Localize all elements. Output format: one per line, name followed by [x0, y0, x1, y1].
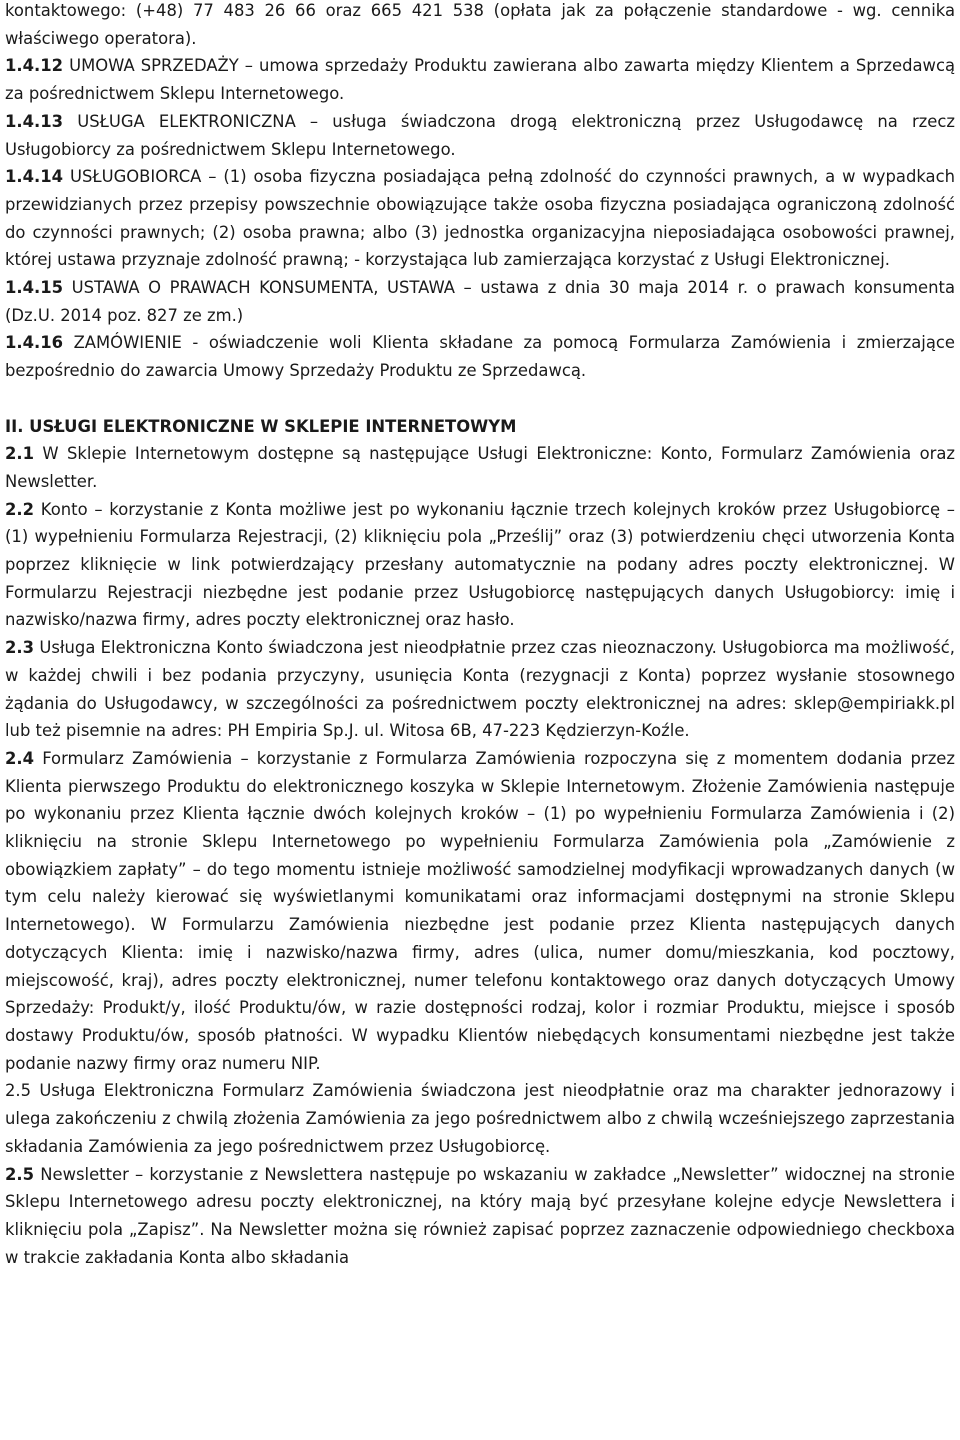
- paragraph-text: Konto – korzystanie z Konta możliwe jest po wykonaniu łącznie trzech kolejnych kroków przez Usługobiorcę – (1) wypełnieniu Formularza Rejestracji, (2) kliknięciu pola „Prześlij” oraz (3) potwierdzeniu chęci utworzenia Konta poprzez kliknięcie w link potwierdzający przesłany automatycznie na podany adres poczty elektronicznej. W Formularzu Rejestracji niezbędne jest podanie przez Usługobiorcę następujących danych Usługobiorcy: imię i nazwisko/nazwa firmy, adres poczty elektronicznej oraz hasło.: [5, 499, 955, 630]
- paragraph-1-4-16: [5, 329, 955, 384]
- paragraph-2-5-form: [5, 1077, 955, 1160]
- clause-number: 1.4.15: [5, 278, 64, 298]
- paragraph-text: USŁUGA ELEKTRONICZNA – usługa świadczona drogą elektroniczną przez Usługodawcę na rzecz Usługobiorcy za pośrednictwem Sklepu Internetowego.: [5, 111, 955, 159]
- section-heading: II. USŁUGI ELEKTRONICZNE W SKLEPIE INTERNETOWYM: [5, 416, 517, 436]
- clause-number: 2.1: [5, 444, 35, 464]
- paragraph-text: USTAWA O PRAWACH KONSUMENTA, USTAWA – ustawa z dnia 30 maja 2014 r. o prawach konsumenta (Dz.U. 2014 poz. 827 ze zm.): [5, 278, 955, 325]
- paragraph-text: USŁUGOBIORCA – (1) osoba fizyczna posiadająca pełną zdolność do czynności prawnych, a w wypadkach przewidzianych przez przepisy powszechnie obowiązujące także osoba fizyczna posiadająca ograniczoną zdolność do czynności prawnych; (2) osoba prawna; albo (3) jednostka organizacyjna nieposiadająca osobowości prawnej, której ustawa przyznaje zdolność prawną; - korzystająca lub zamierzająca korzystać z Usługi Elektronicznej.: [5, 167, 955, 270]
- clause-number: 2.5: [5, 1164, 35, 1184]
- paragraph-contact: [5, 0, 955, 52]
- blank-line: [5, 385, 955, 413]
- paragraph-1-4-14: [5, 163, 955, 274]
- clause-number: 2.3: [5, 638, 35, 658]
- clause-number: 1.4.12: [5, 56, 64, 76]
- paragraph-1-4-13: [5, 108, 955, 163]
- paragraph-2-4: [5, 745, 955, 1077]
- paragraph-1-4-15: [5, 274, 955, 329]
- paragraph-text: Formularz Zamówienia – korzystanie z Formularza Zamówienia rozpoczyna się z momentem dodania przez Klienta pierwszego Produktu do elektronicznego koszyka w Sklepie Internetowym. Złożenie Zamówienia następuje po wykonaniu przez Klienta łącznie dwóch kolejnych kroków – (1) po wypełnieniu Formularza Zamówienia i (2) kliknięciu na stronie Sklepu Internetowego po wypełnieniu Formularza Zamówienia pola „Zamówienie z obowiązkiem zapłaty” – do tego momentu istnieje możliwość samodzielnej modyfikacji wprowadzanych danych (w tym celu należy kierować się wyświetlanymi komunikatami oraz informacjami dostępnymi na stronie Sklepu Internetowego). W Formularzu Zamówienia niezbędne jest podanie przez Klienta następujących danych dotyczących Klienta: imię i nazwisko/nazwa firmy, adres (ulica, numer domu/mieszkania, kod pocztowy, miejscowość, kraj), adres poczty elektronicznej, numer telefonu kontaktowego oraz danych dotyczących Umowy Sprzedaży: Produkt/y, ilość Produktu/ów, w razie dostępności rodzaj, kolor i rozmiar Produktu, miejsce i sposób dostawy Produktu/ów, sposób płatności. W wypadku Klientów niebędących konsumentami niezbędne jest także podanie nazwy firmy oraz numeru NIP.: [5, 748, 955, 1073]
- paragraph-2-3: [5, 634, 955, 745]
- clause-number: 1.4.16: [5, 333, 64, 353]
- paragraph-2-5-newsletter: [5, 1161, 955, 1272]
- clause-number: 1.4.13: [5, 111, 64, 131]
- document-page: [5, 0, 955, 1271]
- clause-number: 1.4.14: [5, 167, 64, 187]
- clause-number: 2.4: [5, 748, 35, 768]
- clause-number: 2.2: [5, 499, 35, 519]
- paragraph-text: ZAMÓWIENIE - oświadczenie woli Klienta składane za pomocą Formularza Zamówienia i zmierzające bezpośrednio do zawarcia Umowy Sprzedaży Produktu ze Sprzedawcą.: [5, 333, 955, 381]
- paragraph-text: UMOWA SPRZEDAŻY – umowa sprzedaży Produktu zawierana albo zawarta między Klientem a Sprzedawcą za pośrednictwem Sklepu Internetowego.: [5, 56, 955, 104]
- paragraph-text: W Sklepie Internetowym dostępne są następujące Usługi Elektroniczne: Konto, Formularz Zamówienia oraz Newsletter.: [5, 444, 955, 491]
- paragraph-text: Usługa Elektroniczna Konto świadczona jest nieodpłatnie przez czas nieoznaczony. Usługobiorca ma możliwość, w każdej chwili i bez podania przyczyny, usunięcia Konta (rezygnacji z Konta) poprzez wysłanie stosownego żądania do Usługodawcy, w szczególności za pośrednictwem poczty elektronicznej na adres: sklep@empiriakk.pl lub też pisemnie na adres: PH Empiria Sp.J. ul. Witosa 6B, 47-223 Kędzierzyn-Koźle.: [5, 638, 955, 741]
- paragraph-2-1: [5, 440, 955, 495]
- paragraph-text: kontaktowego: (+48) 77 483 26 66 oraz 665 421 538 (opłata jak za połączenie standardowe - wg. cennika właściwego operatora).: [5, 1, 955, 48]
- paragraph-2-2: [5, 496, 955, 635]
- paragraph-1-4-12: [5, 52, 955, 107]
- paragraph-text: 2.5 Usługa Elektroniczna Formularz Zamówienia świadczona jest nieodpłatnie oraz ma charakter jednorazowy i ulega zakończeniu z chwilą złożenia Zamówienia za jego pośrednictwem albo z chwilą wcześniejszego zaprzestania składania Zamówienia za jego pośrednictwem przez Usługobiorcę.: [5, 1081, 955, 1156]
- paragraph-text: Newsletter – korzystanie z Newslettera następuje po wskazaniu w zakładce „Newsletter” widocznej na stronie Sklepu Internetowego adresu poczty elektronicznej, na który mają być przesyłane kolejne edycje Newslettera i kliknięciu pola „Zapisz”. Na Newsletter można się również zapisać poprzez zaznaczenie odpowiedniego checkboxa w trakcie zakładania Konta albo składania: [5, 1164, 955, 1267]
